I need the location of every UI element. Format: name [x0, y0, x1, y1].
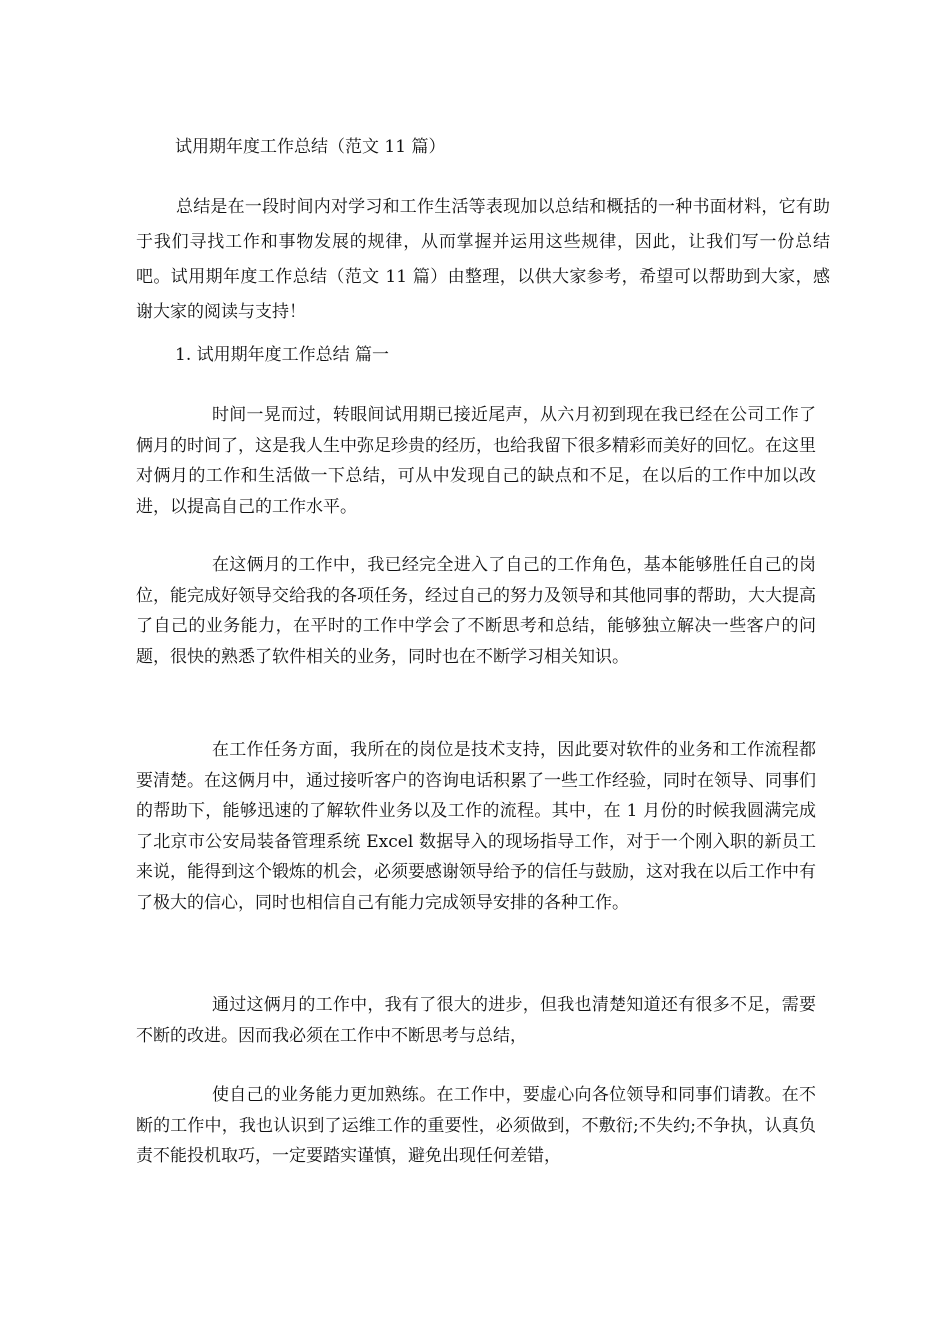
body-paragraph-5: 使自己的业务能力更加熟练。在工作中，要虚心向各位领导和同事们请教。在不断的工作中，我也认识到了运维工作的重要性，必须做到，不敷衍;不失约;不争执，认真负责不能投机取巧，一定要踏实谨慎，避免出现任何差错， — [136, 1085, 816, 1166]
body-paragraph-1: 时间一晃而过，转眼间试用期已接近尾声，从六月初到现在我已经在公司工作了俩月的时间了，这是我人生中弥足珍贵的经历，也给我留下很多精彩而美好的回忆。在这里对俩月的工作和生活做一下总结，可从中发现自己的缺点和不足，在以后的工作中加以改进，以提高自己的工作水平。 — [136, 405, 816, 517]
body-paragraph-2: 在这俩月的工作中，我已经完全进入了自己的工作角色，基本能够胜任自己的岗位，能完成好领导交给我的各项任务，经过自己的努力及领导和其他同事的帮助，大大提高了自己的业务能力，在平时的工作中学会了不断思考和总结，能够独立解决一些客户的问题，很快的熟悉了软件相关的业务，同时也在不断学习相关知识。 — [136, 555, 816, 667]
intro-paragraph: 总结是在一段时间内对学习和工作生活等表现加以总结和概括的一种书面材料，它有助于我们寻找工作和事物发展的规律，从而掌握并运用这些规律，因此，让我们写一份总结吧。试用期年度工作总结（范文 11 篇）由整理，以供大家参考，希望可以帮助到大家，感谢大家的阅读与支持！ — [136, 197, 830, 322]
document-title: 试用期年度工作总结（范文 11 篇） — [175, 137, 446, 157]
body-paragraph-3: 在工作任务方面，我所在的岗位是技术支持，因此要对软件的业务和工作流程都要清楚。在这俩月中，通过接听客户的咨询电话积累了一些工作经验，同时在领导、同事们的帮助下，能够迅速的了解软件业务以及工作的流程。其中，在 1 月份的时候我圆满完成了北京市公安局装备管理系统 Excel 数据导入的现场指导工作，对于一个刚入职的新员工来说，能得到这个锻炼的机会，必须要感谢领导给予的信任与鼓励，这对我在以后工作中有了极大的信心，同时也相信自己有能力完成领导安排的各种工作。 — [136, 740, 816, 913]
body-paragraph-4: 通过这俩月的工作中，我有了很大的进步，但我也清楚知道还有很多不足，需要不断的改进。因而我必须在工作中不断思考与总结， — [136, 995, 816, 1046]
section-heading: 1. 试用期年度工作总结 篇一 — [175, 345, 390, 365]
